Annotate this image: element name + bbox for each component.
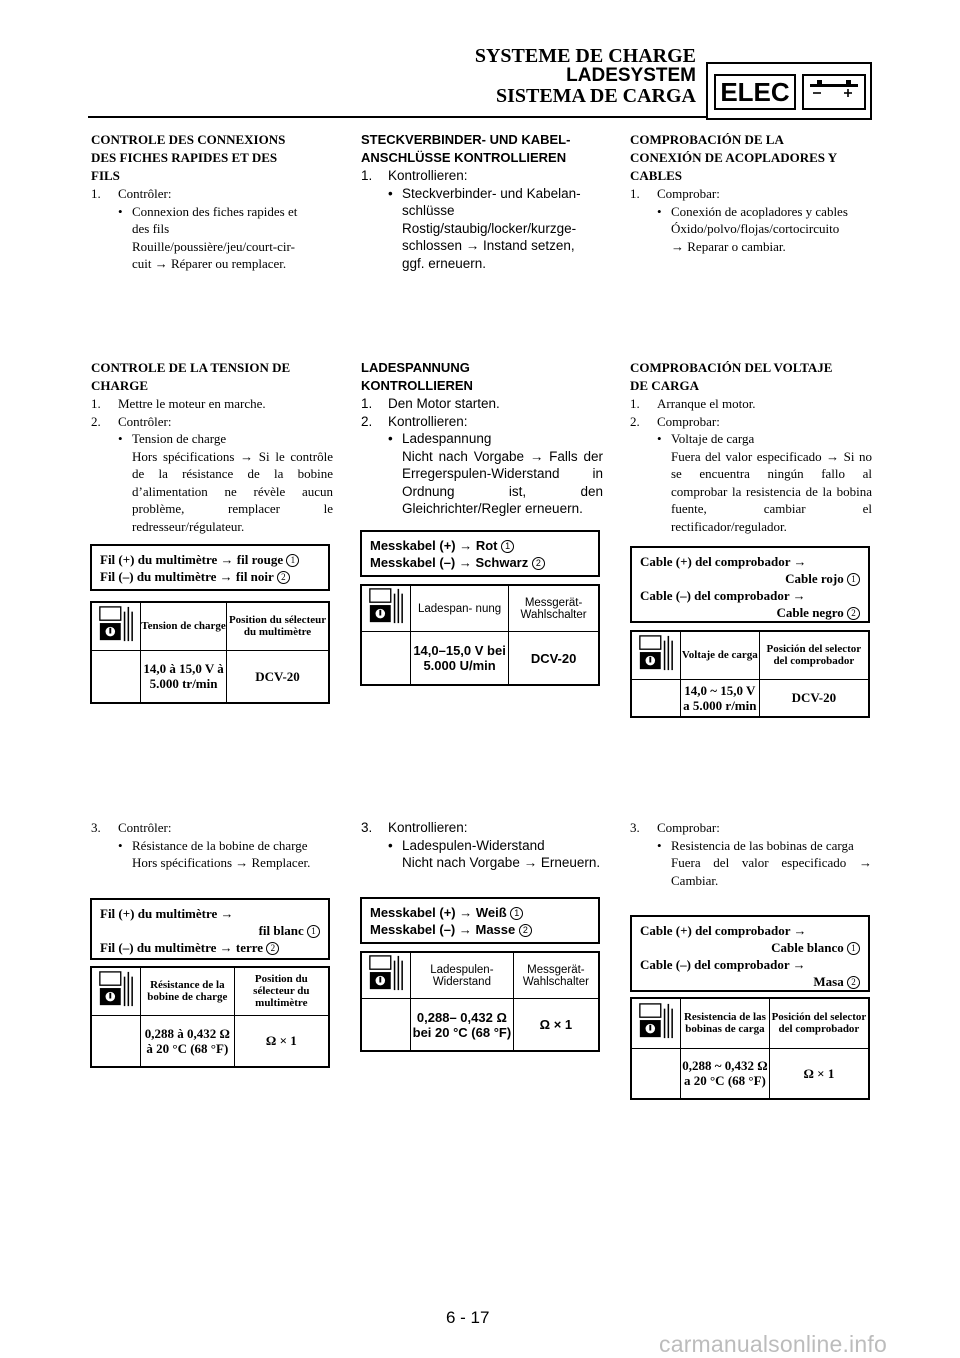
column-header: Position du sélecteur du multimètre: [234, 967, 329, 1015]
de-spec-table: [360, 951, 600, 1052]
es-coil-resistance-section: 3. Comprobar: • Resistencia de las bobinas de carga Fuera del valor especificado → Cambiar.: [630, 820, 872, 888]
step-text: Comprobar:: [657, 186, 720, 201]
step-number: 1.: [630, 396, 640, 411]
column-header: Resistencia de las bobinas de carga: [681, 998, 770, 1048]
detail-line: cuit → Réparer ou remplacer.: [132, 256, 287, 271]
marker-1: 1: [501, 540, 514, 553]
probe-line: Cable (–) del comprobador →: [640, 588, 806, 603]
de-spec-table: [360, 584, 600, 686]
selector-value: DCV-20: [759, 679, 869, 717]
bullet-text: Voltaje de carga: [671, 431, 755, 446]
detail-line: → Reparar o cambiar.: [671, 238, 786, 254]
column-header: Posición del selector del comprobador: [759, 631, 869, 679]
column-header: Messgerät- Wahlschalter: [513, 952, 599, 999]
step-text: Kontrollieren:: [388, 168, 468, 183]
es-spec-table: [630, 997, 870, 1100]
marker-1: 1: [847, 942, 860, 955]
probe-line: Cable blanco: [771, 940, 844, 955]
selector-value: Ω × 1: [769, 1048, 869, 1099]
detail-line: schlossen → Instand setzen,: [402, 238, 575, 253]
column-header: Résistance de la bobine de charge: [141, 967, 235, 1015]
multimeter-icon-cell: [361, 952, 411, 999]
probe-line: Masa: [813, 974, 844, 989]
step-number: 1.: [361, 396, 373, 411]
es-spec-table: [630, 630, 870, 718]
spec-value: 0,288 à 0,432 Ω à 20 °C (68 °F): [141, 1015, 235, 1067]
detail-line: Rostig/staubig/locker/kurzge-: [402, 220, 577, 236]
heading: CABLES: [630, 168, 683, 183]
step-text: Den Motor starten.: [388, 396, 500, 411]
detail-line: Óxido/polvo/flojas/cortocircuito: [671, 221, 840, 236]
marker-2: 2: [277, 571, 290, 584]
detail-text: Hors spécifications → Si le contrôle de la résistance de la bobine d’alimentation ne révèle aucun problème, remplacer le redresseur/régulateur.: [132, 448, 333, 534]
step-text: Comprobar:: [657, 413, 720, 429]
step-number: 2.: [630, 413, 640, 429]
watermark[interactable]: carmanualsonline.info: [659, 1331, 887, 1357]
probe-line: Fil (–) du multimètre → fil noir: [100, 569, 274, 584]
spec-value: 14,0 ~ 15,0 V a 5.000 r/min: [681, 679, 760, 717]
fr-charging-voltage-section: CONTROLE DE LA TENSION DE CHARGE 1. Mettre le moteur en marche. 2. Contrôler: • Tension de charge Hors spécifications → Si le contrôle de la résistance de la bobine d’alimentation ne révèle aucun problème, remplacer le redresseur/régulateur.: [91, 360, 333, 534]
column-header: Messgerät- Wahlschalter: [509, 585, 599, 632]
marker-1: 1: [286, 554, 299, 567]
step-text: Mettre le moteur en marche.: [118, 396, 266, 411]
multimeter-icon: [637, 1001, 675, 1041]
elec-badge: [706, 62, 872, 120]
step-number: 2.: [91, 413, 101, 429]
title-es: SISTEMA DE CARGA: [495, 85, 696, 107]
fr-connections-section: CONTROLE DES CONNEXIONS DES FICHES RAPIDES ET DES FILS 1. Contrôler: • Connexion des fiches rapides et des fils Rouille/poussière/jeu/court-cir- cuit → Réparer ou remplacer.: [91, 131, 333, 273]
multimeter-icon-cell: [631, 998, 681, 1048]
marker-2: 2: [847, 607, 860, 620]
es-charging-voltage-section: COMPROBACIÓN DEL VOLTAJE DE CARGA 1. Arranque el motor. 2. Comprobar: • Voltaje de carga Fuera del valor especificado → Si no se encuentra ningún fallo al comprobar la resistencia de la bobina fuente, cambiar el rectificador/regulador.: [630, 360, 872, 534]
heading: CHARGE: [91, 378, 149, 393]
probe-line: Fil (+) du multimètre → fil rouge: [100, 552, 284, 567]
heading: LADESPANNUNG: [361, 360, 470, 375]
bullet-text: Resistencia de las bobinas de carga: [671, 837, 854, 853]
multimeter-icon: [97, 969, 135, 1009]
probe-line: Cable (–) del comprobador →: [640, 957, 806, 972]
step-text: Contrôler:: [118, 820, 172, 835]
multimeter-icon: [97, 604, 135, 644]
multimeter-icon: [367, 953, 405, 993]
heading: KONTROLLIEREN: [361, 378, 473, 393]
column-header: Voltaje de carga: [681, 631, 760, 679]
step-text: Contrôler:: [118, 186, 172, 201]
probe-line: Cable negro: [776, 605, 844, 620]
bullet-text: Conexión de acopladores y cables: [671, 203, 848, 219]
heading: STECKVERBINDER- UND KABEL-: [361, 132, 571, 147]
heading: CONTROLE DE LA TENSION DE: [91, 360, 291, 375]
es-connections-section: COMPROBACIÓN DE LA CONEXIÓN DE ACOPLADORES Y CABLES 1. Comprobar: • Conexión de acopladores y cables Óxido/polvo/flojas/cortocircuito → Reparar o cambiar.: [630, 131, 872, 255]
column-header: Tension de charge: [141, 602, 227, 650]
title-fr: SYSTEME DE CHARGE: [474, 45, 696, 67]
spec-value: 0,288– 0,432 Ω bei 20 °C (68 °F): [411, 999, 514, 1052]
spec-value: 0,288 ~ 0,432 Ω a 20 °C (68 °F): [681, 1048, 770, 1099]
de-connections-section: STECKVERBINDER- UND KABEL- ANSCHLÜSSE KONTROLLIEREN 1. Kontrollieren: • Steckverbinder- und Kabelan- schlüsse Rostig/staubig/locker/kurzge- schlossen → Instand setzen, ggf. erneuern.: [361, 131, 603, 272]
multimeter-icon-cell: [361, 585, 411, 632]
multimeter-icon: [367, 586, 405, 626]
fr-probe-connection-box: [90, 898, 330, 960]
bullet-text: Ladespannung: [402, 431, 492, 446]
multimeter-icon-cell: [91, 967, 141, 1015]
de-probe-connection-box: [360, 897, 600, 944]
probe-line: Messkabel (–) → Masse: [370, 922, 516, 937]
probe-line: Cable (+) del comprobador →: [640, 923, 807, 938]
multimeter-icon-cell: [91, 602, 141, 650]
column-header: Ladespulen- Widerstand: [411, 952, 514, 999]
spec-value: 14,0 à 15,0 V à 5.000 tr/min: [141, 650, 227, 703]
bullet-text: Résistance de la bobine de charge: [132, 837, 308, 853]
detail-text: Nicht nach Vorgabe → Erneuern.: [402, 855, 601, 870]
selector-value: Ω × 1: [234, 1015, 329, 1067]
marker-2: 2: [266, 942, 279, 955]
bullet-text: Connexion des fiches rapides et: [132, 203, 298, 219]
page-number: 6 - 17: [446, 1308, 490, 1327]
de-probe-connection-box: [360, 530, 600, 577]
bullet-text: Ladespulen-Widerstand: [402, 837, 545, 853]
fr-spec-table: [90, 966, 330, 1068]
step-text: Comprobar:: [657, 820, 720, 835]
fr-spec-table: [90, 601, 330, 704]
marker-2: 2: [532, 557, 545, 570]
probe-line: Cable rojo: [785, 571, 844, 586]
selector-value: DCV-20: [227, 650, 329, 703]
detail-text: Nicht nach Vorgabe → Falls der Erregerspulen-Widerstand in Ordnung ist, den Gleichrichter/Regler erneuern.: [402, 448, 603, 516]
marker-1: 1: [307, 925, 320, 938]
heading: DES FICHES RAPIDES ET DES: [91, 150, 278, 165]
heading: FILS: [91, 168, 120, 183]
fr-coil-resistance-section: 3. Contrôler: • Résistance de la bobine de charge Hors spécifications → Remplacer.: [91, 819, 333, 872]
step-number: 3.: [361, 820, 373, 835]
es-probe-connection-box: [630, 915, 870, 992]
heading: CONTROLE DES CONNEXIONS: [91, 132, 286, 147]
heading: CONEXIÓN DE ACOPLADORES Y: [630, 150, 838, 165]
de-coil-resistance-section: 3. Kontrollieren: • Ladespulen-Widerstand Nicht nach Vorgabe → Erneuern.: [361, 819, 603, 872]
title-de: LADESYSTEM: [566, 65, 696, 86]
de-charging-voltage-section: LADESPANNUNG KONTROLLIEREN 1. Den Motor starten. 2. Kontrollieren: • Ladespannung Nicht nach Vorgabe → Falls der Erregerspulen-Widerstand in Ordnung ist, den Gleichrichter/Regler erneuern.: [361, 360, 603, 516]
heading: ANSCHLÜSSE KONTROLLIEREN: [361, 150, 567, 165]
probe-line: fil blanc: [258, 923, 304, 938]
probe-line: Fil (+) du multimètre →: [100, 906, 234, 921]
step-number: 3.: [630, 820, 640, 835]
step-text: Kontrollieren:: [388, 413, 468, 429]
heading: COMPROBACIÓN DEL VOLTAJE: [630, 360, 833, 375]
selector-value: Ω × 1: [513, 999, 599, 1052]
column-header: Posición del selector del comprobador: [769, 998, 869, 1048]
selector-value: DCV-20: [509, 632, 599, 686]
header-rule: [88, 116, 716, 118]
step-number: 3.: [91, 820, 101, 835]
heading: DE CARGA: [630, 378, 699, 393]
detail-text: Fuera del valor especificado → Si no se encuentra ningún fallo al comprobar la resistencia de la bobina fuente, cambiar el rectificador/regulador.: [671, 448, 872, 534]
bullet-text: Steckverbinder- und Kabelan-: [402, 185, 581, 201]
detail-line: des fils: [132, 221, 170, 236]
probe-line: Cable (+) del comprobador →: [640, 554, 807, 569]
section-title: [380, 46, 696, 106]
detail-text: Fuera del valor especificado → Cambiar.: [671, 855, 872, 888]
marker-1: 1: [510, 907, 523, 920]
detail-text: Hors spécifications → Remplacer.: [132, 855, 311, 870]
step-number: 1.: [630, 186, 640, 201]
marker-2: 2: [519, 924, 532, 937]
multimeter-icon-cell: [631, 631, 681, 679]
marker-1: 1: [847, 573, 860, 586]
probe-line: Fil (–) du multimètre → terre: [100, 940, 264, 955]
step-text: Kontrollieren:: [388, 820, 468, 835]
detail-line: ggf. erneuern.: [402, 255, 487, 271]
multimeter-icon: [637, 633, 675, 673]
column-header: Position du sélecteur du multimètre: [227, 602, 329, 650]
step-number: 1.: [91, 186, 101, 201]
fr-probe-connection-box: [90, 544, 330, 591]
step-number: 1.: [361, 168, 373, 183]
es-probe-connection-box: [630, 546, 870, 623]
elec-label: ELEC: [714, 74, 796, 110]
heading: COMPROBACIÓN DE LA: [630, 132, 784, 147]
bullet-text: Tension de charge: [132, 431, 227, 446]
spec-value: 14,0–15,0 V bei 5.000 U/min: [411, 632, 509, 686]
step-text: Contrôler:: [118, 413, 172, 429]
probe-line: Messkabel (–) → Schwarz: [370, 555, 529, 570]
battery-icon: [802, 74, 866, 110]
probe-line: Messkabel (+) → Weiß: [370, 905, 507, 920]
marker-2: 2: [847, 976, 860, 989]
step-number: 1.: [91, 396, 101, 411]
detail-line: Rouille/poussière/jeu/court-cir-: [132, 238, 295, 254]
detail-line: schlüsse: [402, 203, 455, 218]
column-header: Ladespan- nung: [411, 585, 509, 632]
step-text: Arranque el motor.: [657, 396, 756, 411]
step-number: 2.: [361, 413, 373, 429]
probe-line: Messkabel (+) → Rot: [370, 538, 498, 553]
